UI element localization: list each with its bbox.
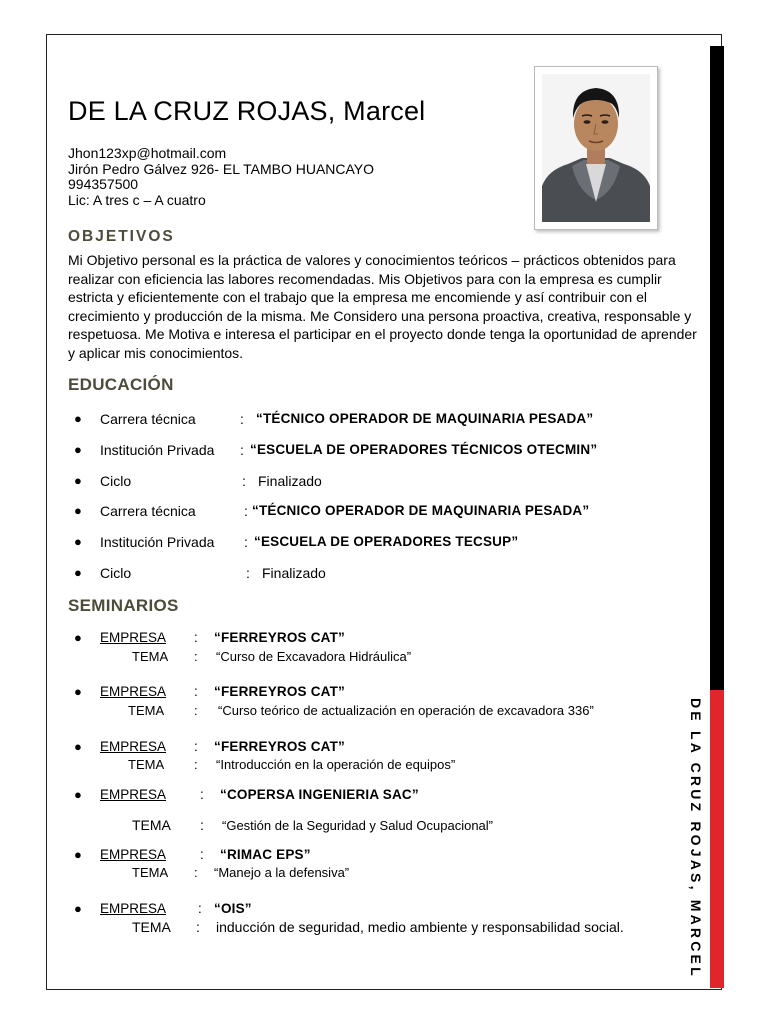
objetivos-heading: OBJETIVOS (68, 228, 175, 245)
education-label: Ciclo (100, 565, 132, 581)
education-value: Finalizado (262, 565, 326, 581)
seminar-colon: : (200, 847, 204, 862)
bullet-icon: ● (74, 442, 82, 457)
bullet-icon: ● (74, 473, 82, 488)
profile-photo (534, 66, 658, 230)
tema-colon: : (194, 649, 198, 664)
bullet-icon: ● (74, 684, 82, 699)
bullet-icon: ● (74, 630, 82, 645)
empresa-value: “RIMAC EPS” (220, 847, 311, 862)
seminar-colon: : (194, 684, 198, 699)
contact-license: Lic: A tres c – A cuatro (68, 191, 206, 208)
educacion-heading: EDUCACIÓN (68, 375, 174, 394)
tema-label: TEMA (128, 703, 165, 718)
tema-value: “Curso teórico de actualización en operación de excavadora 336” (218, 703, 594, 718)
bullet-icon: ● (74, 411, 82, 426)
empresa-value: “COPERSA INGENIERIA SAC” (220, 787, 419, 802)
tema-value: inducción de seguridad, medio ambiente y responsabilidad social. (216, 919, 624, 935)
empresa-label: EMPRESA (100, 739, 167, 754)
contact-phone: 994357500 (68, 176, 139, 192)
side-bar-red (710, 690, 724, 988)
tema-row (0, 757, 700, 773)
empresa-value: “FERREYROS CAT” (214, 739, 346, 754)
education-label: Institución Privada (100, 534, 215, 550)
seminar-colon: : (198, 901, 202, 916)
page-title: DE LA CRUZ ROJAS, Marcel (68, 96, 426, 126)
tema-row (0, 649, 700, 665)
education-colon: : (242, 473, 246, 489)
bullet-icon: ● (74, 901, 82, 916)
education-value: “TÉCNICO OPERADOR DE MAQUINARIA PESADA” (256, 411, 594, 426)
tema-colon: : (194, 865, 198, 880)
education-colon: : (246, 565, 250, 581)
contact-email: Jhon123xp@hotmail.com (68, 145, 227, 161)
empresa-label: EMPRESA (100, 684, 167, 699)
tema-colon: : (194, 757, 198, 772)
bullet-icon: ● (74, 847, 82, 862)
seminar-colon: : (200, 787, 204, 802)
profile-photo-image (542, 74, 650, 222)
empresa-label: EMPRESA (100, 901, 167, 916)
tema-colon: : (200, 817, 204, 833)
tema-value: “Curso de Excavadora Hidráulica” (216, 649, 412, 664)
side-bar-black (710, 46, 724, 690)
tema-value: “Gestión de la Seguridad y Salud Ocupacional” (222, 818, 493, 833)
education-colon: : (240, 411, 244, 427)
education-label: Carrera técnica (100, 503, 196, 519)
empresa-label: EMPRESA (100, 630, 167, 645)
bullet-icon: ● (74, 787, 82, 802)
education-value: “ESCUELA DE OPERADORES TÉCNICOS OTECMIN” (250, 442, 598, 457)
contact-address: Jirón Pedro Gálvez 926- EL TAMBO HUANCAYO (68, 160, 375, 177)
seminar-colon: : (194, 630, 198, 645)
bullet-icon: ● (74, 503, 82, 518)
education-value: “ESCUELA DE OPERADORES TECSUP” (254, 534, 519, 549)
bullet-icon: ● (74, 739, 82, 754)
tema-value: “Manejo a la defensiva” (214, 865, 350, 880)
bullet-icon: ● (74, 565, 82, 580)
tema-label: TEMA (132, 817, 171, 833)
education-colon: : (240, 442, 244, 458)
empresa-label: EMPRESA (100, 847, 167, 862)
tema-row (0, 865, 700, 881)
empresa-label: EMPRESA (100, 787, 167, 802)
education-label: Institución Privada (100, 442, 215, 458)
education-label: Ciclo (100, 473, 132, 489)
education-value: “TÉCNICO OPERADOR DE MAQUINARIA PESADA” (252, 503, 590, 518)
seminarios-heading: SEMINARIOS (68, 596, 179, 615)
tema-label: TEMA (132, 649, 169, 664)
tema-row (0, 919, 700, 937)
education-colon: : (244, 534, 248, 550)
tema-colon: : (196, 919, 200, 935)
tema-label: TEMA (132, 865, 169, 880)
empresa-value: “FERREYROS CAT” (214, 684, 346, 699)
education-colon: : (244, 503, 248, 519)
seminar-colon: : (194, 739, 198, 754)
bullet-icon: ● (74, 534, 82, 549)
empresa-value: “FERREYROS CAT” (214, 630, 346, 645)
education-value: Finalizado (258, 473, 322, 489)
tema-label: TEMA (128, 757, 165, 772)
tema-label: TEMA (132, 919, 171, 935)
vertical-name: DE LA CRUZ ROJAS, MARCEL (688, 698, 704, 979)
objetivos-text: Mi Objetivo personal es la práctica de valores y conocimientos teóricos – prácticos obtenidos para realizar con eficiencia las labores recomendadas. Mis Objetivos para con la empresa es cumplir estricta y eficientemente con el trabajo que la empresa me encomiende y así contribuir con el crecimiento y producción de la misma. Me Considero una persona proactiva, creativa, responsable y respetuosa. Me Motiva e interesa el participar en el proyecto donde tenga la oportunidad de aprender y aplicar mis conocimientos. (68, 252, 697, 361)
empresa-value: “OIS” (214, 901, 252, 916)
contact-block (68, 146, 374, 208)
tema-row (0, 703, 700, 719)
tema-colon: : (194, 703, 198, 718)
tema-row (0, 817, 700, 835)
tema-value: “Introducción en la operación de equipos” (216, 757, 456, 772)
education-label: Carrera técnica (100, 411, 196, 427)
